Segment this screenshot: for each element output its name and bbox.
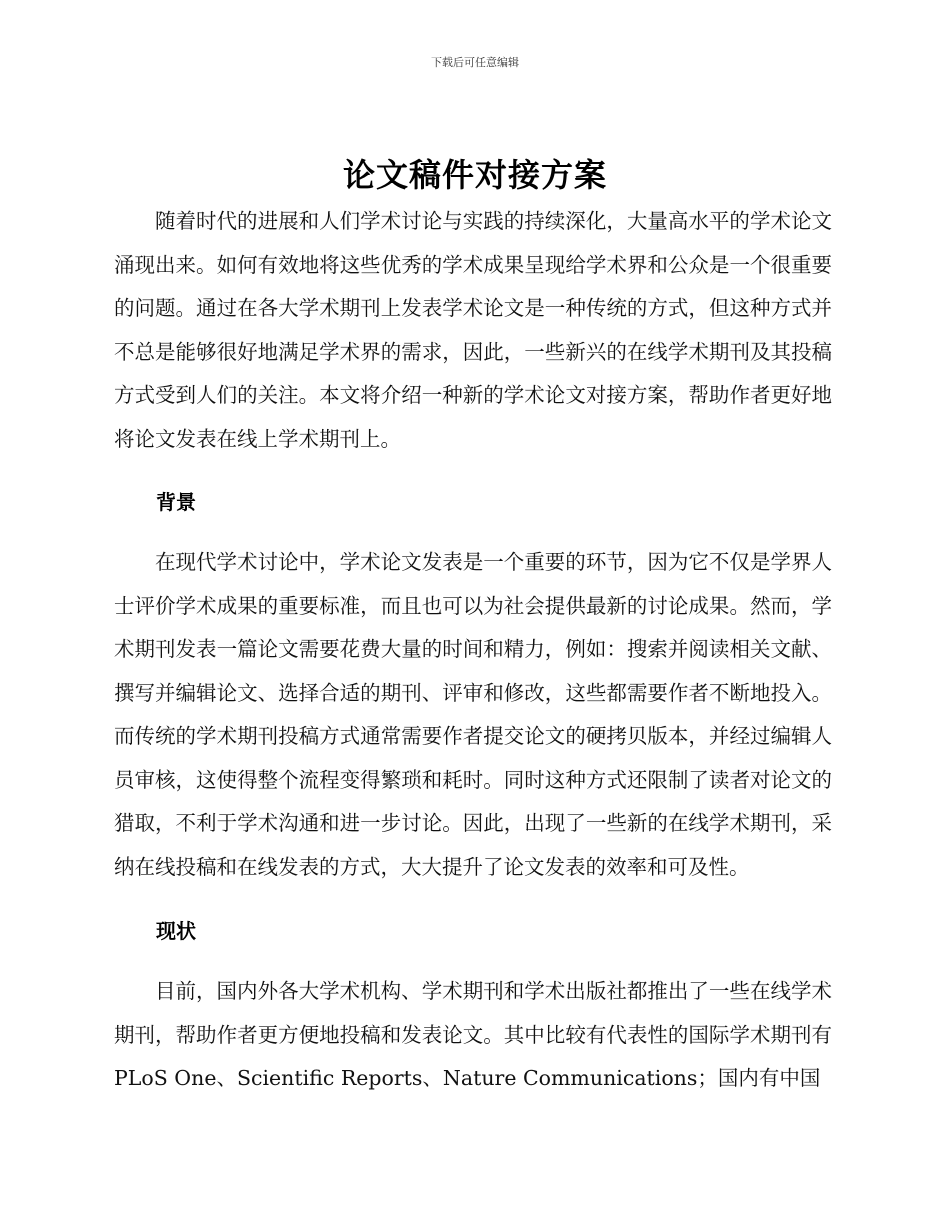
document-title: 论文稿件对接方案 (342, 156, 607, 194)
status-paragraph: 目前，国内外各大学术机构、学术期刊和学术出版社都推出了一些在线学术期刊，帮助作者更方便地投稿和发表论文。其中比较有代表性的国际学术期刊有 PLoS One、Scientific Reports、Nature Communications；国内有中国 (114, 979, 832, 1090)
section-heading-status: 现状 (156, 919, 196, 943)
intro-paragraph: 随着时代的进展和人们学术讨论与实践的持续深化，大量高水平的学术论文涌现出来。如何有效地将这些优秀的学术成果呈现给学术界和公众是一个很重要的问题。通过在各大学术期刊上发表学术论文是一种传统的方式，但这种方式并不总是能够很好地满足学术界的需求，因此，一些新兴的在线学术期刊及其投稿方式受到人们的关注。本文将介绍一种新的学术论文对接方案，帮助作者更好地将论文发表在线上学术期刊上。 (114, 209, 832, 451)
document-body (114, 200, 832, 1101)
page-header-note: 下载后可任意编辑 (431, 56, 519, 69)
background-paragraph: 在现代学术讨论中，学术论文发表是一个重要的环节，因为它不仅是学界人士评价学术成果的重要标准，而且也可以为社会提供最新的讨论成果。然而，学术期刊发表一篇论文需要花费大量的时间和精力，例如：搜索并阅读相关文献、撰写并编辑论文、选择合适的期刊、评审和修改，这些都需要作者不断地投入。而传统的学术期刊投稿方式通常需要作者提交论文的硬拷贝版本，并经过编辑人员审核，这使得整个流程变得繁琐和耗时。同时这种方式还限制了读者对论文的猎取，不利于学术沟通和进一步讨论。因此，出现了一些新的在线学术期刊，采纳在线投稿和在线发表的方式，大大提升了论文发表的效率和可及性。 (114, 550, 832, 879)
section-heading-background: 背景 (156, 490, 196, 514)
